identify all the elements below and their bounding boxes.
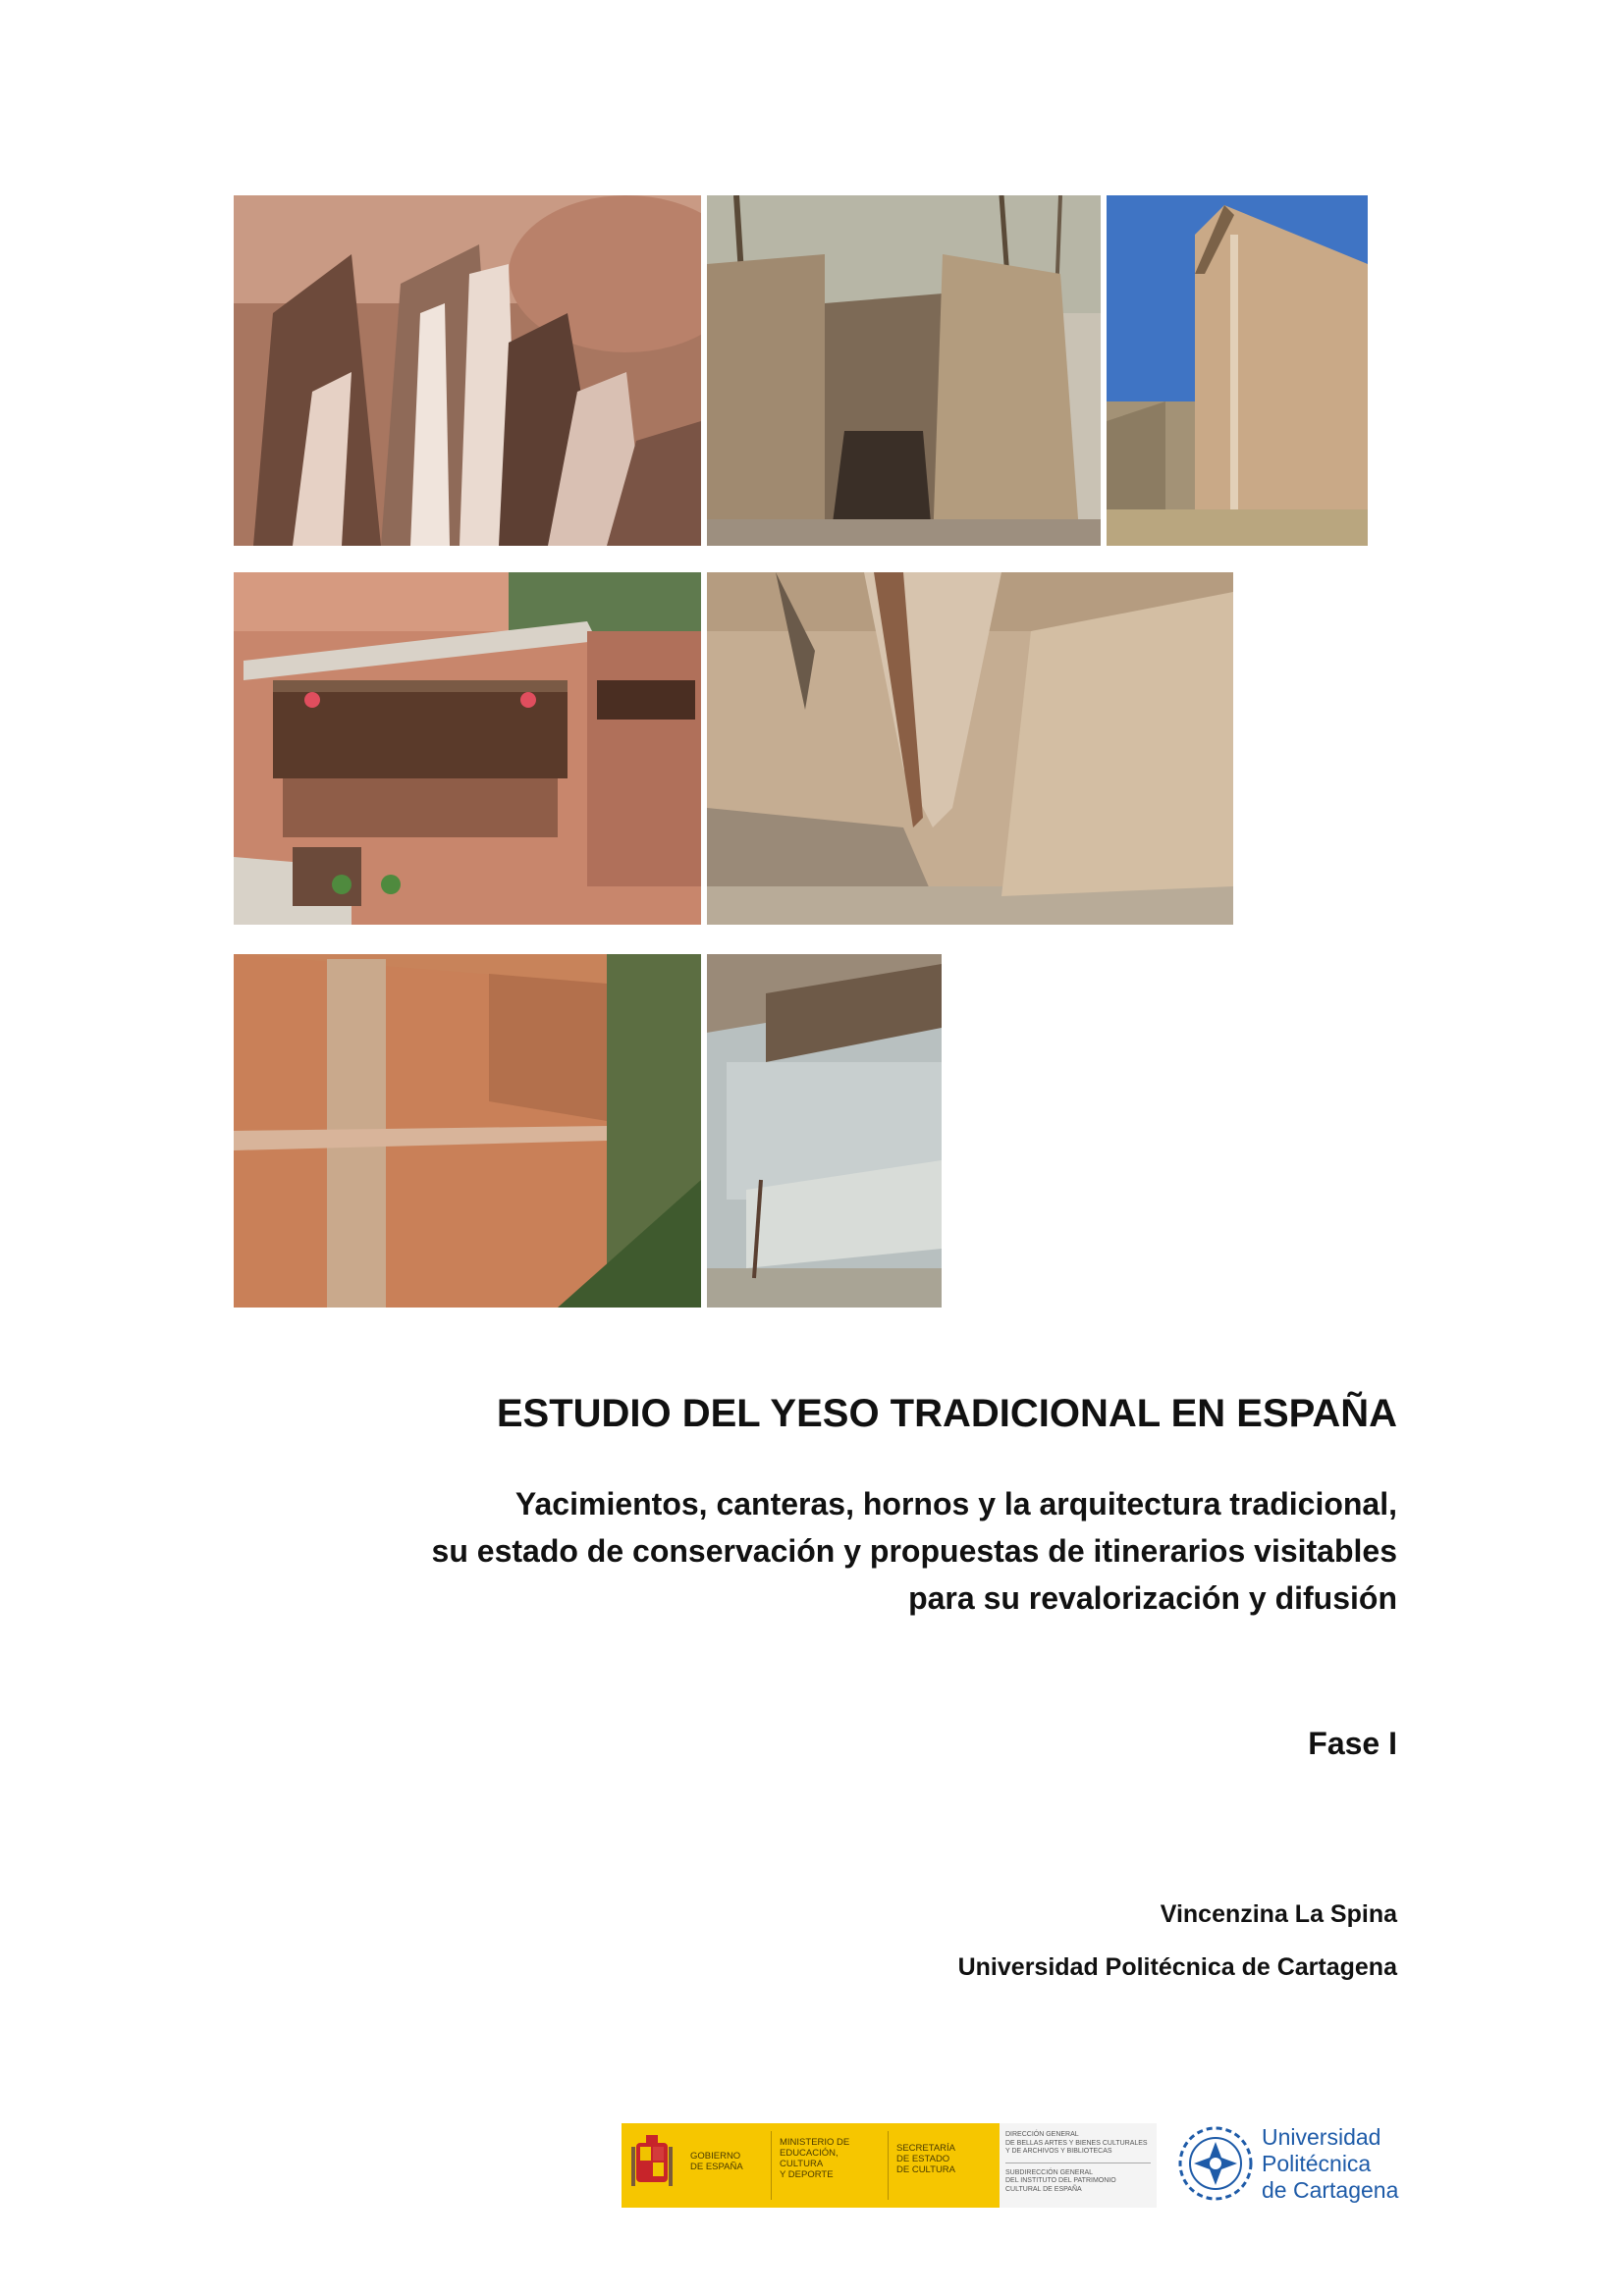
gov-gobierno-text	[682, 2123, 771, 2208]
upct-emblem-icon	[1176, 2124, 1255, 2203]
photo-gypsum-crystals	[234, 195, 701, 546]
photo-stone-kiln	[707, 195, 1101, 546]
subtitle-line: su estado de conservación y propuestas de itinerarios visitables	[431, 1533, 1397, 1569]
photo-gypsum-trough	[707, 954, 942, 1308]
gov-text-line: DE ESTADO	[896, 2154, 950, 2164]
gov-text-line: EDUCACIÓN,	[780, 2148, 839, 2159]
institution-name: Universidad Politécnica de Cartagena	[957, 1953, 1397, 1981]
coat-of-arms-icon	[622, 2123, 682, 2208]
upct-wordmark	[1262, 2124, 1398, 2204]
gov-text-line: CULTURAL DE ESPAÑA	[1005, 2185, 1082, 2193]
gov-text-line: DE BELLAS ARTES Y BIENES CULTURALES	[1005, 2139, 1148, 2147]
gov-text-line: CULTURA	[780, 2159, 824, 2169]
gov-secretaria-text	[889, 2123, 997, 2208]
upct-text-line: de Cartagena	[1262, 2177, 1399, 2203]
gov-text-line: Y DE ARCHIVOS Y BIBLIOTECAS	[1005, 2148, 1112, 2155]
document-title: ESTUDIO DEL YESO TRADICIONAL EN ESPAÑA	[496, 1392, 1397, 1435]
gov-text-line: MINISTERIO DE	[780, 2137, 850, 2148]
gov-text-line: DEL INSTITUTO DEL PATRIMONIO	[1005, 2177, 1116, 2184]
photo-red-wall	[234, 954, 701, 1308]
gov-text-line: SECRETARÍA	[896, 2143, 956, 2154]
phase-label: Fase I	[1308, 1726, 1397, 1761]
gov-text-line: DIRECCIÓN GENERAL	[1005, 2131, 1079, 2138]
gov-text-line: Y DEPORTE	[780, 2169, 834, 2180]
upct-text-line: Politécnica	[1262, 2151, 1372, 2176]
subtitle-line: para su revalorización y difusión	[908, 1580, 1397, 1616]
author-name: Vincenzina La Spina	[1160, 1900, 1397, 1928]
gov-text-line: DE CULTURA	[896, 2164, 955, 2175]
gov-direccion-panel	[1000, 2123, 1157, 2208]
gov-text-line: DE ESPAÑA	[690, 2162, 743, 2172]
gov-text-line: GOBIERNO	[690, 2151, 741, 2162]
upct-text-line: Universidad	[1262, 2124, 1381, 2150]
photo-stone-gable	[1107, 195, 1368, 546]
upct-logo	[1176, 2120, 1412, 2209]
document-subtitle	[432, 1480, 1397, 1622]
photo-vaulted-interior	[707, 572, 1233, 925]
gov-ministerio-text	[772, 2123, 888, 2208]
subtitle-line: Yacimientos, canteras, hornos y la arquitectura tradicional,	[514, 1486, 1397, 1522]
photo-balcony-house	[234, 572, 701, 925]
gov-text-line: SUBDIRECCIÓN GENERAL	[1005, 2168, 1094, 2176]
